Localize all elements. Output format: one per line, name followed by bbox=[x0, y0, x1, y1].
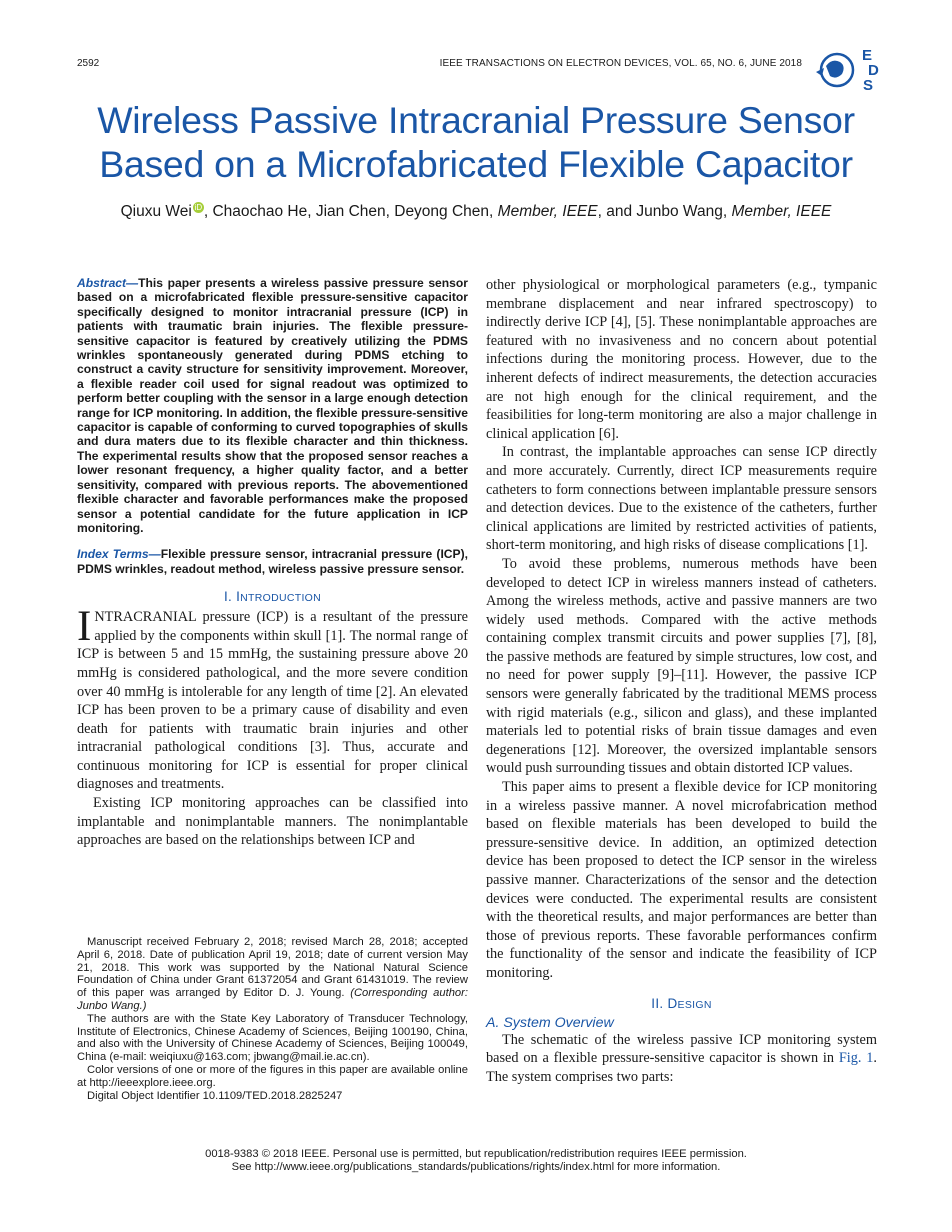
author-middle: , Chaochao He, Jian Chen, Deyong Chen, bbox=[203, 203, 498, 221]
svg-text:D: D bbox=[868, 62, 879, 79]
footnote-color: Color versions of one or more of the figures in this paper are available online at http://ieeexplore.ieee.org. bbox=[77, 1063, 468, 1089]
eds-logo bbox=[812, 44, 884, 94]
footnote-manuscript: Manuscript received February 2, 2018; revised March 28, 2018; accepted April 6, 2018. Date of publication April 19, 2018; date of current version May 21, 2018. This work was supported by the National Natural Science Foundation of China under Grant 61372054 and Grant 61431019. The review of this paper was arranged by Editor D. J. Young. (Corresponding author: Junbo Wang.) bbox=[77, 936, 468, 1012]
subsection-heading: A. System Overview bbox=[486, 1014, 614, 1031]
copyright-line-2: See http://www.ieee.org/publications_standards/publications/rights/index.html for more information. bbox=[231, 1161, 721, 1173]
body-paragraph: To avoid these problems, numerous methods have been developed to detect ICP in wireless manners instead of catheters. Among the wireless methods, active and passive manners are two widely used methods. Compared with the active methods containing complex transmit circuits and power supplies [7], [8], the passive methods are featured by simple structures, low cost, and no need for power supply [9]–[11]. However, the passive ICP sensors were generally fabricated by the traditional MEMS process with rigid materials (e.g., silicon and glass), and these implanted materials led to potential risks of brain tissue damages and even degenerations [12]. Moreover, the oversized implantable sensors would push surrounding tissues and obtain distorted ICP values. bbox=[486, 555, 877, 777]
svg-text:S: S bbox=[863, 77, 874, 94]
index-terms-text: Flexible pressure sensor, intracranial pressure (ICP), PDMS wrinkles, readout method, wireless passive pressure sensor. bbox=[77, 547, 468, 576]
index-terms-label: Index Terms— bbox=[77, 547, 161, 562]
author-list bbox=[40, 202, 912, 221]
member-label-2: Member, IEEE bbox=[731, 203, 832, 221]
intro-paragraph-2: Existing ICP monitoring approaches can be classified into implantable and nonimplantable manners. The nonimplantable approaches are based on the relationships between ICP and bbox=[77, 795, 468, 849]
abstract-text: This paper presents a wireless passive pressure sensor based on a microfabricated flexible pressure-sensitive capacitor specifically designed to monitor intracranial pressure (ICP) in patients with traumatic brain injuries. The flexible pressure-sensitive capacitor is featured by creatively utilizing the PDMS wrinkles spontaneously generated during PDMS etching to construct a cavity structure for sensitivity improvement. Moreover, a flexible reader coil used for signal readout was optimized to perform better coupling with the sensor in a large enough detection range for ICP monitoring. In addition, the flexible pressure-sensitive capacitor is capable of conforming to curved topographies of skulls and dura maters due to its flexible character and thin thickness. The experimental results show that the proposed sensor reaches a lower resonant frequency, a higher quality factor, and a better sensitivity, compared with previous reports. The abovementioned flexible character and favorable performances make the proposed sensor a potential candidate for the future application in ICP monitoring. bbox=[77, 276, 468, 535]
orcid-icon[interactable]: iD bbox=[194, 203, 203, 212]
intro-paragraph-1: INTRACRANIAL pressure (ICP) is a resultant of the pressure applied by the components within skull [1]. The normal range of ICP is between 5 and 15 mmHg, the sustaining pressure above 20 mmHg is considered pathological, and the more severe condition over 40 mmHg is intolerable for any length of time [2]. An elevated ICP has been proven to be a primary cause of disability and even death for patients with traumatic brain injuries and other intracranial pathological conditions [3]. Thus, accurate and continuous monitoring for ICP is essential for proper clinical diagnoses and treatments. bbox=[77, 603, 468, 793]
title-line-2: Based on a Microfabricated Flexible Capacitor bbox=[99, 143, 853, 185]
svg-text:E: E bbox=[862, 47, 873, 64]
footnote-doi: Digital Object Identifier 10.1109/TED.2018.2825247 bbox=[87, 1089, 343, 1102]
section-heading-introduction: I. INTRODUCTION bbox=[223, 589, 322, 605]
abstract bbox=[77, 276, 468, 535]
paper-title bbox=[40, 98, 912, 186]
page-number: 2592 bbox=[77, 58, 100, 69]
right-column bbox=[486, 276, 877, 1086]
member-label-1: Member, IEEE bbox=[497, 203, 598, 221]
body-paragraph: other physiological or morphological parameters (e.g., tympanic membrane displacement and near infrared spectroscopy) to indirectly derive ICP [4], [5]. These nonimplantable approaches are featured with no invasiveness and no concern about potential infections during the monitoring process. However, due to the inherent defects of indirect measurements, the detection accuracies are not high enough for the clinical requirement, and the feasibilities for long-term monitoring are also a major challenge in clinical application [6]. bbox=[486, 277, 877, 442]
journal-header: IEEE TRANSACTIONS ON ELECTRON DEVICES, VOL. 65, NO. 6, JUNE 2018 bbox=[439, 58, 802, 69]
section-heading-design: II. DESIGN bbox=[651, 995, 712, 1011]
body-paragraph: In contrast, the implantable approaches can sense ICP directly and more accurately. Currently, direct ICP measurements require catheters to form connections between implantable pressure sensors and detection devices. Due to the existence of the catheters, further clinical applications are limited by restricted activities of patients, short-term monitoring, and high risks of disease complications [1]. bbox=[486, 444, 877, 554]
author-and: , and Junbo Wang, bbox=[597, 203, 732, 221]
footnote-affiliation: The authors are with the State Key Laboratory of Transducer Technology, Institute of Electronics, Chinese Academy of Sciences, Beijing 100190, China, and also with the University of Chinese Academy of Sciences, Beijing 100049, China (e-mail: weiqiuxu@163.com; jbwang@mail.ie.ac.cn). bbox=[77, 1012, 468, 1064]
body-paragraph: This paper aims to present a flexible device for ICP monitoring in a wireless passive manner. A novel microfabrication method based on flexible materials has been developed to build the pressure-sensitive device. In addition, an optimized detection device has been proposed to detect the ICP sensor in the wireless passive manner. Characterizations of the sensor and the detection devices were conducted. The experimental results are consistent with the theoretical results, and major performances are better than those of previous reports. These favorable performances confirm the functionality of the sensor and indicate the feasibility of ICP monitoring. bbox=[486, 779, 877, 981]
title-line-1: Wireless Passive Intracranial Pressure Sensor bbox=[97, 99, 855, 141]
copyright-line-1: 0018-9383 © 2018 IEEE. Personal use is permitted, but republication/redistribution requires IEEE permission. bbox=[205, 1148, 747, 1160]
footnotes bbox=[77, 936, 468, 1102]
copyright-notice bbox=[40, 1148, 912, 1174]
index-terms bbox=[77, 547, 468, 576]
left-column bbox=[77, 276, 468, 850]
drop-cap: I bbox=[77, 603, 92, 651]
abstract-label: Abstract— bbox=[77, 276, 139, 290]
figure-link[interactable]: Fig. 1 bbox=[838, 1050, 874, 1067]
body-paragraph: The schematic of the wireless passive ICP monitoring system based on a flexible pressure-sensitive capacitor is shown in Fig. 1. The system comprises two parts: bbox=[486, 1031, 877, 1085]
author-first: Qiuxu Wei bbox=[120, 203, 192, 221]
